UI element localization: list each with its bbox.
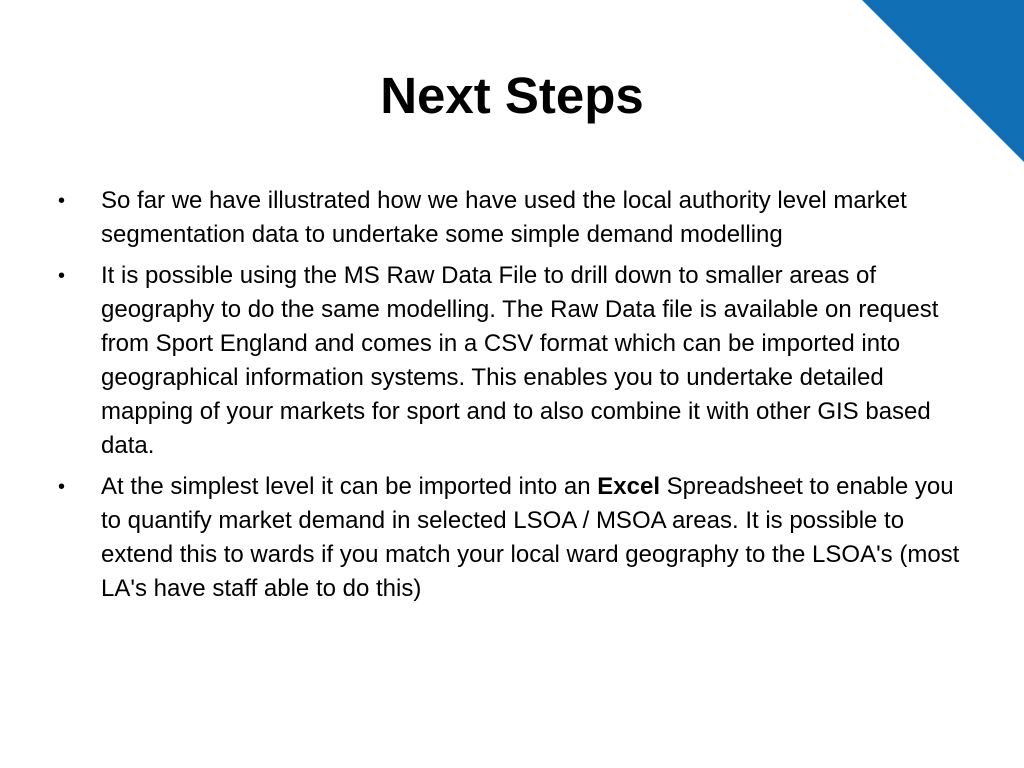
bullet-text-1: So far we have illustrated how we have used the local authority level market segmentation data to undertake some simple demand modelling bbox=[101, 187, 907, 248]
bullet-glyph: • bbox=[58, 476, 66, 498]
bullet-item-3 bbox=[58, 470, 978, 606]
bullet-text-3-after: Spreadsheet to enable you to quantify market demand in selected LSOA / MSOA areas. It is possible to extend this to wards if you match your local ward geography to the LSOA's (most LA's have staff able to do this) bbox=[101, 473, 960, 602]
bullet-list bbox=[58, 184, 978, 613]
bullet-text-2: It is possible using the MS Raw Data File to drill down to smaller areas of geography to do the same modelling. The Raw Data file is available on request from Sport England and comes in a CSV format which can be imported into geographical information systems. This enables you to undertake detailed mapping of your markets for sport and to also combine it with other GIS based data. bbox=[101, 262, 939, 459]
bullet-text-3-before: At the simplest level it can be imported into an bbox=[101, 473, 598, 500]
bullet-item-1 bbox=[58, 184, 978, 252]
bullet-glyph: • bbox=[58, 265, 66, 287]
bullet-item-2 bbox=[58, 259, 978, 463]
slide-title: Next Steps bbox=[380, 67, 644, 124]
bullet-text-3-bold: Excel bbox=[597, 473, 660, 500]
bullet-glyph: • bbox=[58, 190, 66, 212]
